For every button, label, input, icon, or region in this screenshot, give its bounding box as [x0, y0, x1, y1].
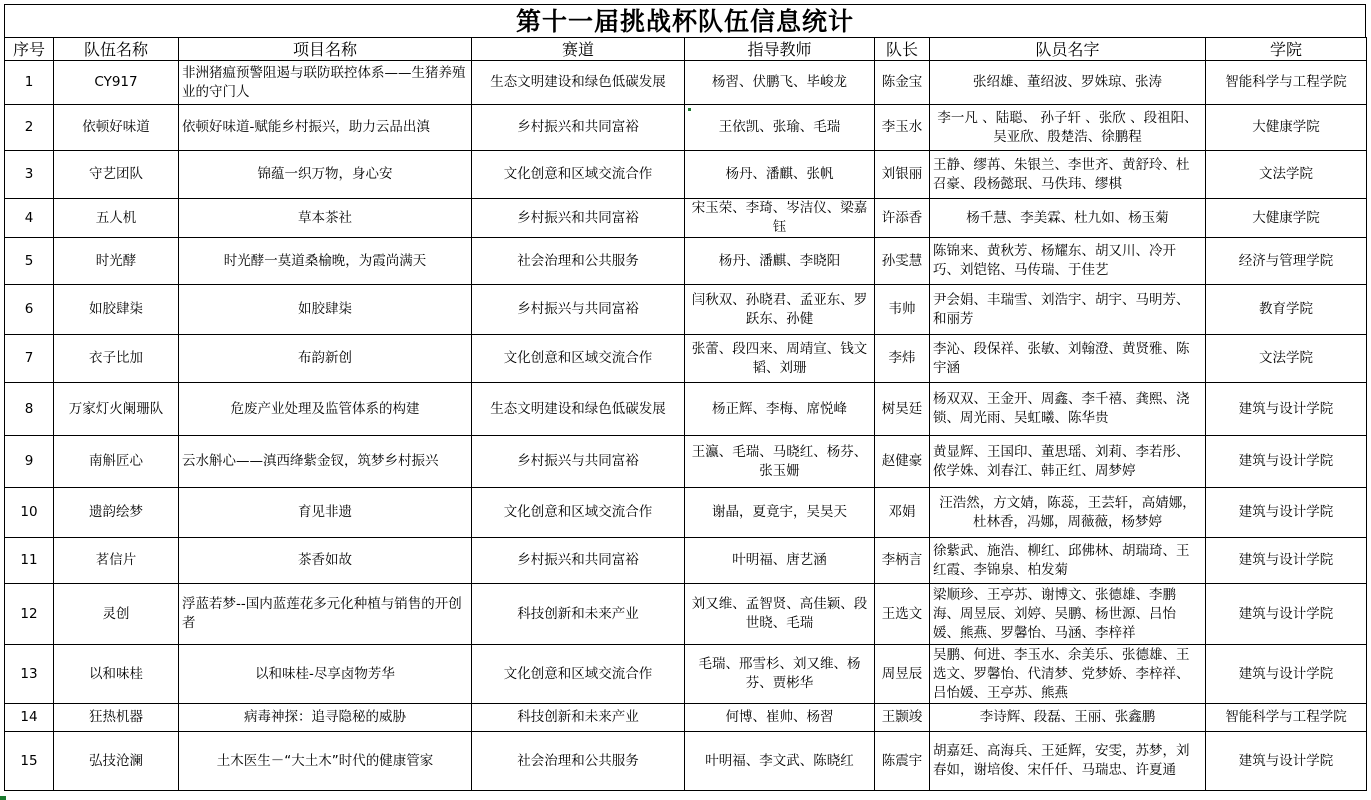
cell-members[interactable]: 李一凡 、陆聪、 孙子轩 、张欣 、段祖阳、吴亚欣、殷楚浩、徐鹏程 — [930, 105, 1206, 151]
header-row — [5, 38, 1367, 61]
table-row — [5, 335, 1367, 383]
cell-college[interactable]: 智能科学与工程学院 — [1206, 704, 1367, 732]
cell-project-name[interactable]: 如胶肆柒 — [179, 285, 472, 335]
table-row — [5, 488, 1367, 538]
cell-members[interactable]: 李沁、段保祥、张敏、刘翰澄、黄贤雅、陈宇涵 — [930, 335, 1206, 383]
cell-members[interactable]: 王静、缪苒、朱银兰、李世齐、黄舒玲、杜召豪、段杨懿珉、马佚玮、缪棋 — [930, 151, 1206, 199]
cell-college[interactable]: 文法学院 — [1206, 151, 1367, 199]
cell-advisors[interactable]: 杨丹、潘麒、李晓阳 — [685, 238, 875, 285]
cell-captain[interactable]: 周昱辰 — [875, 645, 930, 704]
cell-row-no[interactable]: 5 — [5, 238, 54, 285]
cell-members[interactable]: 梁顺珍、王亭苏、谢博文、张德雄、李鹏海、周昱辰、刘婷、吴鹏、杨世源、吕怡媛、熊燕、罗馨怡、马涵、李梓祥 — [930, 584, 1206, 645]
header-project[interactable]: 项目名称 — [179, 38, 472, 61]
cell-captain[interactable]: 邓娟 — [875, 488, 930, 538]
cell-members[interactable]: 胡嘉廷、高海兵、王延辉，安雯，苏梦，刘春如，谢培俊、宋仟仟、马瑞忠、许夏通 — [930, 732, 1206, 791]
table-row — [5, 199, 1367, 238]
cell-track[interactable]: 科技创新和未来产业 — [472, 704, 685, 732]
cell-advisors[interactable]: 谢晶，夏竟宇，吴昊天 — [685, 488, 875, 538]
cell-project-name[interactable]: 育见非遗 — [179, 488, 472, 538]
header-advisors[interactable]: 指导教师 — [685, 38, 875, 61]
cell-advisors[interactable]: 杨正辉、李梅、席悦峰 — [685, 383, 875, 436]
cell-track[interactable]: 乡村振兴和共同富裕 — [472, 105, 685, 151]
cell-members[interactable]: 杨千慧、李美霖、杜九如、杨玉菊 — [930, 199, 1206, 238]
cell-advisors[interactable]: 张蕾、段四来、周靖宣、钱文韬、刘珊 — [685, 335, 875, 383]
cell-team-name[interactable]: 南斛匠心 — [54, 436, 179, 488]
cell-project-name[interactable]: 土木医生－“大土木”时代的健康管家 — [179, 732, 472, 791]
cell-college[interactable]: 建筑与设计学院 — [1206, 383, 1367, 436]
cell-track[interactable]: 生态文明建设和绿色低碳发展 — [472, 61, 685, 105]
cell-team-name[interactable]: 时光酵 — [54, 238, 179, 285]
cell-captain[interactable]: 韦帅 — [875, 285, 930, 335]
table-row — [5, 151, 1367, 199]
cell-captain[interactable]: 李玉水 — [875, 105, 930, 151]
cell-row-no[interactable]: 13 — [5, 645, 54, 704]
cell-track[interactable]: 乡村振兴和共同富裕 — [472, 538, 685, 584]
cell-team-name[interactable]: 衣子比加 — [54, 335, 179, 383]
cell-row-no[interactable]: 2 — [5, 105, 54, 151]
table-row — [5, 732, 1367, 791]
cell-college[interactable]: 建筑与设计学院 — [1206, 584, 1367, 645]
cell-college[interactable]: 建筑与设计学院 — [1206, 436, 1367, 488]
cell-row-no[interactable]: 15 — [5, 732, 54, 791]
cell-comment-marker — [688, 108, 691, 111]
cell-team-name[interactable]: 五人机 — [54, 199, 179, 238]
cell-advisors[interactable]: 毛瑞、邢雪杉、刘又维、杨芬、贾彬华 — [685, 645, 875, 704]
cell-members[interactable]: 徐紫武、施浩、柳红、邱佛林、胡瑞琦、王红霞、李锦泉、柏发菊 — [930, 538, 1206, 584]
cell-project-name[interactable]: 布韵新创 — [179, 335, 472, 383]
cell-advisors[interactable]: 杨習、伏鹏飞、毕峻龙 — [685, 61, 875, 105]
header-captain[interactable]: 队长 — [875, 38, 930, 61]
cell-members[interactable]: 李诗辉、段磊、王丽、张鑫鹏 — [930, 704, 1206, 732]
cell-track[interactable]: 生态文明建设和绿色低碳发展 — [472, 383, 685, 436]
table-row — [5, 436, 1367, 488]
cell-members[interactable]: 杨双双、王金开、周鑫、李千禧、龚熙、浇锁、周光雨、吴虹曦、陈华贵 — [930, 383, 1206, 436]
cell-team-name[interactable]: 弘技沧澜 — [54, 732, 179, 791]
cell-row-no[interactable]: 3 — [5, 151, 54, 199]
cell-team-name[interactable]: 守艺团队 — [54, 151, 179, 199]
table-row — [5, 105, 1367, 151]
cell-project-name[interactable]: 以和味桂-尽享卤物芳华 — [179, 645, 472, 704]
cell-team-name[interactable]: 以和味桂 — [54, 645, 179, 704]
cell-captain[interactable]: 许添香 — [875, 199, 930, 238]
cell-project-name[interactable]: 茶香如故 — [179, 538, 472, 584]
cell-row-no[interactable]: 11 — [5, 538, 54, 584]
cell-captain[interactable]: 陈震宇 — [875, 732, 930, 791]
cell-row-no[interactable]: 10 — [5, 488, 54, 538]
cell-captain[interactable]: 王颢竣 — [875, 704, 930, 732]
header-members[interactable]: 队员名字 — [930, 38, 1206, 61]
cell-college[interactable]: 建筑与设计学院 — [1206, 538, 1367, 584]
cell-track[interactable]: 文化创意和区域交流合作 — [472, 335, 685, 383]
cell-row-no[interactable]: 14 — [5, 704, 54, 732]
cell-project-name[interactable]: 云水斛心——滇西绛紫金钗，筑梦乡村振兴 — [179, 436, 472, 488]
cell-team-name[interactable]: 灵创 — [54, 584, 179, 645]
cell-advisors[interactable]: 叶明福、唐艺涵 — [685, 538, 875, 584]
cell-advisors[interactable]: 何博、崔帅、杨習 — [685, 704, 875, 732]
cell-advisors[interactable]: 叶明福、李文武、陈晓红 — [685, 732, 875, 791]
cell-advisors[interactable]: 闫秋双、孙晓君、孟亚东、罗跃东、孙健 — [685, 285, 875, 335]
sheet-corner-marker — [0, 796, 6, 800]
cell-team-name[interactable]: 遗韵绘梦 — [54, 488, 179, 538]
cell-project-name[interactable]: 锦蕴一织万物，身心安 — [179, 151, 472, 199]
cell-row-no[interactable]: 8 — [5, 383, 54, 436]
cell-members[interactable]: 尹会娟、丰瑞雪、刘浩宇、胡宇、马明芳、和丽芳 — [930, 285, 1206, 335]
cell-row-no[interactable]: 6 — [5, 285, 54, 335]
cell-track[interactable]: 文化创意和区域交流合作 — [472, 645, 685, 704]
cell-project-name[interactable]: 病毒神探：追寻隐秘的威胁 — [179, 704, 472, 732]
cell-advisors[interactable]: 杨丹、潘麒、张帆 — [685, 151, 875, 199]
cell-team-name[interactable]: 狂热机器 — [54, 704, 179, 732]
table-row — [5, 538, 1367, 584]
cell-team-name[interactable]: CY917 — [54, 61, 179, 105]
cell-members[interactable]: 吴鹏、何进、李玉水、余美乐、张德雄、王选文、罗馨怡、代清梦、党梦娇、李梓祥、吕怡媛、王亭苏、熊燕 — [930, 645, 1206, 704]
cell-team-name[interactable]: 万家灯火阑珊队 — [54, 383, 179, 436]
cell-advisors[interactable]: 王依凯、张瑜、毛瑞 — [685, 105, 875, 151]
cell-advisors[interactable]: 刘又维、孟智贤、高佳颖、段世晓、毛瑞 — [685, 584, 875, 645]
cell-captain[interactable]: 赵健豪 — [875, 436, 930, 488]
cell-project-name[interactable]: 依顿好味道-赋能乡村振兴，助力云品出滇 — [179, 105, 472, 151]
cell-project-name[interactable]: 危废产业处理及监管体系的构建 — [179, 383, 472, 436]
cell-project-name[interactable]: 草本茶社 — [179, 199, 472, 238]
cell-row-no[interactable]: 7 — [5, 335, 54, 383]
cell-captain[interactable]: 王选文 — [875, 584, 930, 645]
cell-members[interactable]: 黄显辉、王国印、董思瑶、刘莉、李若彤、侬学姝、刘春江、韩正红、周梦婷 — [930, 436, 1206, 488]
cell-captain[interactable]: 李炜 — [875, 335, 930, 383]
cell-track[interactable]: 科技创新和未来产业 — [472, 584, 685, 645]
sheet-title[interactable]: 第十一届挑战杯队伍信息统计 — [4, 4, 1366, 37]
table-row — [5, 61, 1367, 105]
table-row — [5, 584, 1367, 645]
cell-row-no[interactable]: 9 — [5, 436, 54, 488]
cell-row-no[interactable]: 12 — [5, 584, 54, 645]
cell-team-name[interactable]: 依顿好味道 — [54, 105, 179, 151]
cell-captain[interactable]: 陈金宝 — [875, 61, 930, 105]
cell-track[interactable]: 文化创意和区域交流合作 — [472, 488, 685, 538]
cell-college[interactable]: 经济与管理学院 — [1206, 238, 1367, 285]
cell-college[interactable]: 智能科学与工程学院 — [1206, 61, 1367, 105]
cell-college[interactable]: 建筑与设计学院 — [1206, 732, 1367, 791]
cell-college[interactable]: 建筑与设计学院 — [1206, 645, 1367, 704]
cell-project-name[interactable]: 非洲猪瘟预警阻遏与联防联控体系——生猪养殖业的守门人 — [179, 61, 472, 105]
cell-college[interactable]: 建筑与设计学院 — [1206, 488, 1367, 538]
table-row — [5, 645, 1367, 704]
cell-track[interactable]: 乡村振兴和共同富裕 — [472, 199, 685, 238]
header-college[interactable]: 学院 — [1206, 38, 1367, 61]
header-no[interactable]: 序号 — [5, 38, 54, 61]
table-row — [5, 285, 1367, 335]
cell-advisors[interactable]: 宋玉荣、李琦、岑洁仪、梁嘉钰 — [685, 199, 875, 238]
cell-college[interactable]: 教育学院 — [1206, 285, 1367, 335]
cell-track[interactable]: 乡村振兴与共同富裕 — [472, 285, 685, 335]
cell-advisors[interactable]: 王瀛、毛瑞、马晓红、杨芬、张玉姗 — [685, 436, 875, 488]
table-body — [5, 61, 1367, 791]
cell-captain[interactable]: 孙雯慧 — [875, 238, 930, 285]
cell-college[interactable]: 文法学院 — [1206, 335, 1367, 383]
table-row — [5, 704, 1367, 732]
table-row — [5, 383, 1367, 436]
cell-project-name[interactable]: 时光酵一莫道桑榆晚，为霞尚满天 — [179, 238, 472, 285]
cell-members[interactable]: 张绍雄、董绍波、罗姝琼、张涛 — [930, 61, 1206, 105]
cell-track[interactable]: 社会治理和公共服务 — [472, 238, 685, 285]
cell-team-name[interactable]: 如胶肆柒 — [54, 285, 179, 335]
cell-college[interactable]: 大健康学院 — [1206, 105, 1367, 151]
spreadsheet — [4, 4, 1366, 791]
cell-row-no[interactable]: 1 — [5, 61, 54, 105]
cell-row-no[interactable]: 4 — [5, 199, 54, 238]
cell-track[interactable]: 社会治理和公共服务 — [472, 732, 685, 791]
header-team[interactable]: 队伍名称 — [54, 38, 179, 61]
cell-track[interactable]: 乡村振兴与共同富裕 — [472, 436, 685, 488]
cell-project-name[interactable]: 浮蓝若梦--国内蓝莲花多元化种植与销售的开创者 — [179, 584, 472, 645]
cell-members[interactable]: 汪浩然，方文婧，陈蕊，王芸轩，高婧娜，杜林香，冯娜，周薇薇，杨梦婷 — [930, 488, 1206, 538]
cell-captain[interactable]: 刘银丽 — [875, 151, 930, 199]
cell-captain[interactable]: 树昊廷 — [875, 383, 930, 436]
cell-track[interactable]: 文化创意和区域交流合作 — [472, 151, 685, 199]
header-track[interactable]: 赛道 — [472, 38, 685, 61]
team-info-table — [4, 37, 1367, 791]
table-row — [5, 238, 1367, 285]
cell-team-name[interactable]: 茗信片 — [54, 538, 179, 584]
cell-members[interactable]: 陈锦来、黄秋芳、杨耀东、胡又川、冷开巧、刘铠铭、马传瑞、于佳艺 — [930, 238, 1206, 285]
cell-college[interactable]: 大健康学院 — [1206, 199, 1367, 238]
cell-captain[interactable]: 李柄言 — [875, 538, 930, 584]
